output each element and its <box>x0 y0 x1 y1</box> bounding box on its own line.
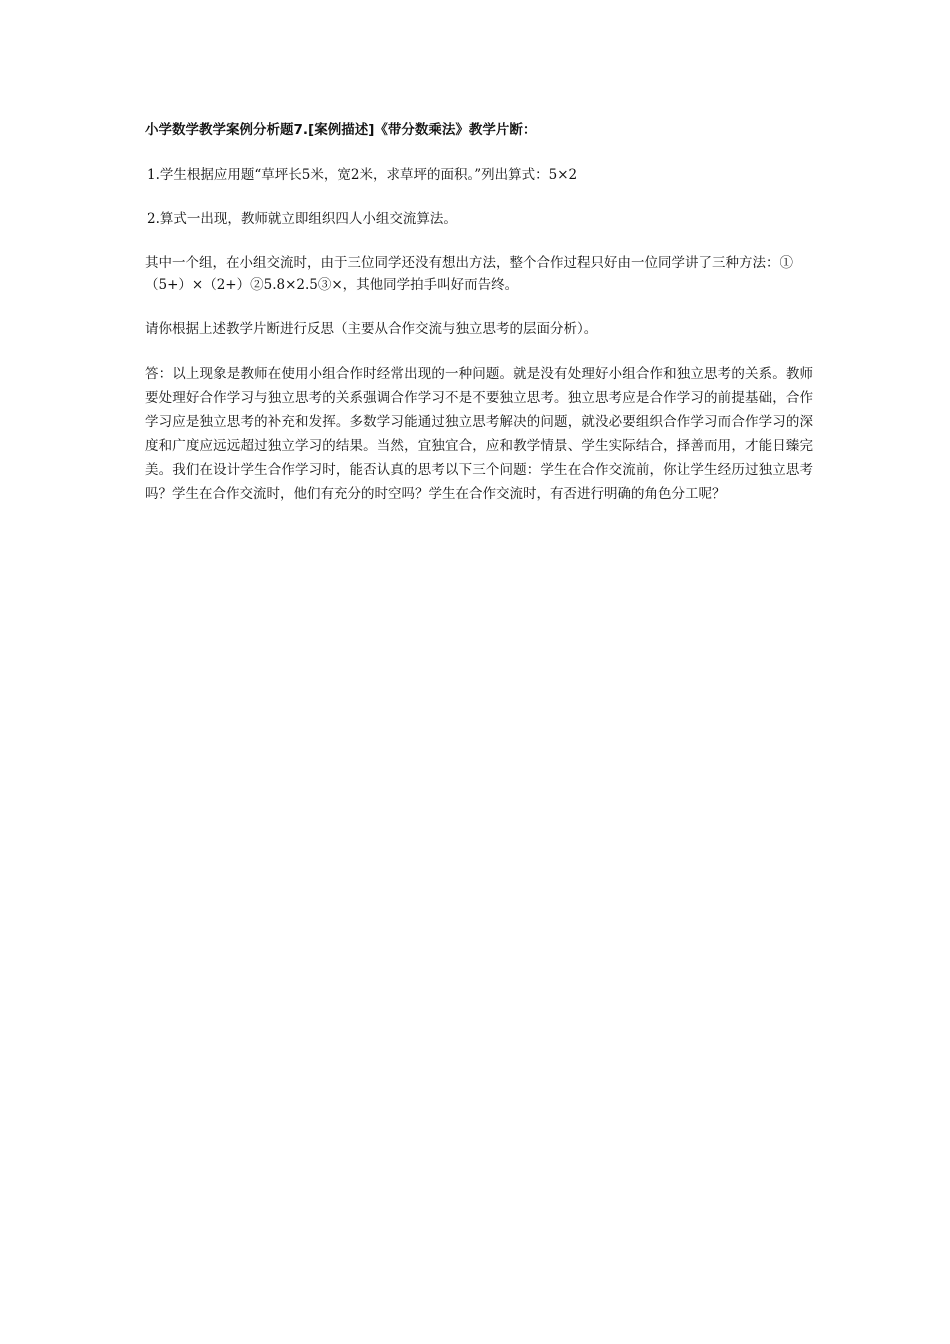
case-item-2: 2.算式一出现，教师就立即组织四人小组交流算法。 <box>147 211 457 227</box>
document-title: 小学数学教学案例分析题7.[案例描述]《带分数乘法》教学片断： <box>145 122 537 138</box>
case-item-1: 1.学生根据应用题“草坪长5米，宽2米，求草坪的面积。”列出算式：5×2 <box>147 167 578 183</box>
group-description-paragraph: 其中一个组，在小组交流时，由于三位同学还没有想出方法，整个合作过程只好由一位同学讲了三种方法：①（5+）×（2+）②5.8×2.5③×，其他同学拍手叫好而告终。 <box>145 255 793 293</box>
document-content <box>145 120 813 528</box>
question-paragraph: 请你根据上述教学片断进行反思（主要从合作交流与独立思考的层面分析）。 <box>145 321 598 337</box>
answer-paragraph: 答：以上现象是教师在使用小组合作时经常出现的一种问题。就是没有处理好小组合作和独立思考的关系。教师要处理好合作学习与独立思考的关系强调合作学习不是不要独立思考。独立思考应是合作学习的前提基础，合作学习应是独立思考的补充和发挥。多数学习能通过独立思考解决的问题，就没必要组织合作学习而合作学习的深度和广度应远远超过独立学习的结果。当然，宜独宜合，应和教学情景、学生实际结合，择善而用，才能日臻完美。我们在设计学生合作学习时，能否认真的思考以下三个问题：学生在合作交流前，你让学生经历过独立思考吗？学生在合作交流时，他们有充分的时空吗？学生在合作交流时，有否进行明确的角色分工呢？ <box>145 366 813 502</box>
